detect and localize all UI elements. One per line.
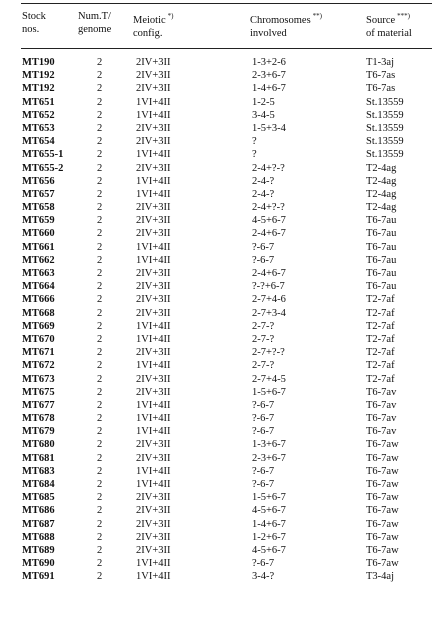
cell-stock-no: MT659 (22, 215, 55, 227)
cell-source: St.13559 (366, 122, 404, 134)
cell-source: T6-7aw (366, 531, 399, 543)
cell-stock-no: MT654 (22, 136, 55, 148)
table-row (0, 544, 439, 557)
cell-meiotic-config: 1VI+4II (136, 175, 171, 187)
cell-meiotic-config: 2IV+3II (136, 202, 171, 214)
cell-meiotic-config: 1VI+4II (136, 360, 171, 372)
table-row (0, 82, 439, 95)
cell-chromosomes: 2-3+6-7 (252, 70, 286, 82)
cell-stock-no: MT684 (22, 479, 55, 490)
table-row (0, 214, 439, 227)
cell-chromosomes: 1-2-5 (252, 96, 275, 108)
cell-num-t-genome: 2 (97, 505, 103, 517)
cell-num-t-genome: 2 (97, 70, 103, 82)
cell-stock-no: MT666 (22, 294, 55, 306)
cell-stock-no: MT660 (22, 228, 55, 240)
cell-num-t-genome: 2 (97, 465, 103, 477)
cell-chromosomes: ?-?+6-7 (252, 281, 285, 293)
cell-num-t-genome: 2 (97, 281, 103, 293)
cell-num-t-genome: 2 (97, 307, 103, 319)
cell-num-t-genome: 2 (97, 149, 103, 161)
table-row (0, 491, 439, 504)
cell-chromosomes: ? (252, 136, 257, 148)
cell-source: T6-7aw (366, 452, 399, 464)
cell-meiotic-config: 2IV+3II (136, 544, 171, 556)
table-row (0, 188, 439, 201)
cell-stock-no: MT685 (22, 492, 55, 504)
cell-chromosomes: ?-6-7 (252, 241, 275, 253)
cell-stock-no: MT669 (22, 320, 55, 332)
cell-meiotic-config: 2IV+3II (136, 531, 171, 543)
cell-chromosomes: 1-3+2-6 (252, 57, 286, 68)
cell-chromosomes: ?-6-7 (252, 479, 275, 490)
cell-chromosomes: 4-5+6-7 (252, 215, 286, 227)
cell-source: T3-4aj (366, 571, 394, 583)
table-row (0, 452, 439, 465)
cell-meiotic-config: 2IV+3II (136, 268, 171, 279)
cell-num-t-genome: 2 (97, 162, 103, 174)
footnote-mark: *) (167, 12, 174, 20)
cell-source: T6-7as (366, 70, 396, 82)
cell-chromosomes: 2-7+4-5 (252, 373, 286, 385)
cell-chromosomes: 1-5+6-7 (252, 492, 286, 504)
cell-num-t-genome: 2 (97, 333, 103, 345)
cell-meiotic-config: 2IV+3II (136, 518, 171, 530)
cell-chromosomes: 2-7+?-? (252, 347, 285, 359)
cell-meiotic-config: 2IV+3II (136, 294, 171, 306)
cell-stock-no: MT672 (22, 360, 55, 372)
cell-stock-no: MT661 (22, 241, 55, 253)
cell-chromosomes: 2-4+?-? (252, 162, 285, 174)
cell-chromosomes: ?-6-7 (252, 399, 275, 411)
cell-num-t-genome: 2 (97, 122, 103, 134)
cell-stock-no: MT656 (22, 175, 55, 187)
table-top-rule (21, 3, 432, 4)
cell-meiotic-config: 2IV+3II (136, 505, 171, 517)
cell-source: T6-7au (366, 281, 397, 293)
table-row (0, 465, 439, 478)
cell-num-t-genome: 2 (97, 360, 103, 372)
cell-num-t-genome: 2 (97, 228, 103, 240)
cell-source: T2-4ag (366, 188, 397, 200)
cell-stock-no: MT192 (22, 70, 55, 82)
cell-stock-no: MT673 (22, 373, 55, 385)
table-row (0, 346, 439, 359)
cell-chromosomes: 2-4+?-? (252, 202, 285, 214)
cell-num-t-genome: 2 (97, 254, 103, 266)
cell-meiotic-config: 2IV+3II (136, 347, 171, 359)
table-row (0, 425, 439, 438)
cell-source: T6-7au (366, 268, 397, 279)
cell-num-t-genome: 2 (97, 413, 103, 425)
table-row (0, 69, 439, 82)
cell-chromosomes: 2-7-? (252, 333, 275, 345)
cell-source: T6-7av (366, 426, 397, 438)
cell-chromosomes: 2-3+6-7 (252, 452, 286, 464)
cell-source: T6-7au (366, 254, 397, 266)
header-num-genome: Num.T/ genome (78, 11, 112, 35)
cell-stock-no: MT664 (22, 281, 55, 293)
cell-stock-no: MT657 (22, 188, 55, 200)
cell-meiotic-config: 2IV+3II (136, 373, 171, 385)
cell-chromosomes: 4-5+6-7 (252, 544, 286, 556)
cell-meiotic-config: 1VI+4II (136, 333, 171, 345)
cell-chromosomes: 1-4+6-7 (252, 83, 286, 95)
cell-stock-no: MT680 (22, 439, 55, 451)
cell-num-t-genome: 2 (97, 399, 103, 411)
header-source-of-material: Source ***) of material (366, 12, 412, 39)
cell-meiotic-config: 1VI+4II (136, 479, 171, 490)
cell-stock-no: MT675 (22, 386, 55, 398)
cell-chromosomes: 3-4-? (252, 571, 275, 583)
table-row (0, 254, 439, 267)
cell-source: T6-7as (366, 83, 396, 95)
cell-meiotic-config: 2IV+3II (136, 281, 171, 293)
cell-meiotic-config: 2IV+3II (136, 307, 171, 319)
cell-chromosomes: 2-4+6-7 (252, 268, 286, 279)
cell-stock-no: MT192 (22, 83, 55, 95)
cell-source: T2-7af (366, 347, 395, 359)
cell-stock-no: MT658 (22, 202, 55, 214)
cell-meiotic-config: 1VI+4II (136, 320, 171, 332)
footnote-mark: ***) (397, 12, 411, 20)
header-stock-nos: Stock nos. (22, 11, 46, 35)
table-row (0, 267, 439, 280)
cell-stock-no: MT687 (22, 518, 55, 530)
cell-meiotic-config: 2IV+3II (136, 57, 171, 68)
cell-source: T6-7aw (366, 439, 399, 451)
cell-num-t-genome: 2 (97, 492, 103, 504)
cell-source: T6-7aw (366, 505, 399, 517)
table-header-rule (21, 48, 432, 49)
cell-num-t-genome: 2 (97, 439, 103, 451)
table-row (0, 135, 439, 148)
cell-stock-no: MT686 (22, 505, 55, 517)
table-row (0, 399, 439, 412)
cell-chromosomes: 1-5+3-4 (252, 122, 286, 134)
cell-stock-no: MT691 (22, 571, 55, 583)
cell-num-t-genome: 2 (97, 57, 103, 68)
cell-source: T6-7aw (366, 518, 399, 530)
cell-num-t-genome: 2 (97, 531, 103, 543)
cell-chromosomes: 4-5+6-7 (252, 505, 286, 517)
cell-source: T6-7av (366, 413, 397, 425)
cell-meiotic-config: 1VI+4II (136, 571, 171, 583)
cell-source: St.13559 (366, 136, 404, 148)
cell-chromosomes: ?-6-7 (252, 465, 275, 477)
cell-chromosomes: 1-5+6-7 (252, 386, 286, 398)
table-row (0, 293, 439, 306)
header-chromosomes-involved: Chromosomes **) involved (250, 12, 323, 39)
cell-num-t-genome: 2 (97, 479, 103, 490)
table-row (0, 227, 439, 240)
cell-meiotic-config: 1VI+4II (136, 465, 171, 477)
cell-stock-no: MT652 (22, 109, 55, 121)
cell-source: T6-7av (366, 399, 397, 411)
cell-num-t-genome: 2 (97, 294, 103, 306)
cell-source: T6-7aw (366, 492, 399, 504)
cell-source: T6-7au (366, 241, 397, 253)
cell-source: T6-7au (366, 215, 397, 227)
cell-chromosomes: 2-7+3-4 (252, 307, 286, 319)
cell-num-t-genome: 2 (97, 175, 103, 187)
cell-meiotic-config: 1VI+4II (136, 254, 171, 266)
cell-meiotic-config: 2IV+3II (136, 122, 171, 134)
cell-meiotic-config: 1VI+4II (136, 149, 171, 161)
cell-chromosomes: 2-4-? (252, 188, 275, 200)
cell-source: T1-3aj (366, 57, 394, 68)
cell-stock-no: MT690 (22, 558, 55, 570)
cell-stock-no: MT670 (22, 333, 55, 345)
footnote-mark: **) (312, 12, 323, 20)
table-row (0, 557, 439, 570)
cell-chromosomes: 2-4-? (252, 175, 275, 187)
cell-meiotic-config: 2IV+3II (136, 136, 171, 148)
table-row (0, 359, 439, 372)
cell-stock-no: MT651 (22, 96, 55, 108)
table-row (0, 148, 439, 161)
cell-num-t-genome: 2 (97, 136, 103, 148)
table-row (0, 504, 439, 517)
cell-num-t-genome: 2 (97, 96, 103, 108)
cell-meiotic-config: 2IV+3II (136, 452, 171, 464)
cell-source: T6-7aw (366, 465, 399, 477)
cell-num-t-genome: 2 (97, 215, 103, 227)
cell-chromosomes: 1-2+6-7 (252, 531, 286, 543)
cell-meiotic-config: 1VI+4II (136, 399, 171, 411)
table-row (0, 412, 439, 425)
cell-meiotic-config: 1VI+4II (136, 241, 171, 253)
cell-stock-no: MT663 (22, 268, 55, 279)
cell-chromosomes: ?-6-7 (252, 426, 275, 438)
cell-stock-no: MT190 (22, 57, 55, 68)
table-row (0, 175, 439, 188)
cell-stock-no: MT655-1 (22, 149, 64, 161)
table-row (0, 386, 439, 399)
cell-source: T2-7af (366, 320, 395, 332)
cell-num-t-genome: 2 (97, 558, 103, 570)
cell-meiotic-config: 2IV+3II (136, 215, 171, 227)
cell-source: T6-7aw (366, 558, 399, 570)
cell-source: T2-7af (366, 360, 395, 372)
cell-meiotic-config: 1VI+4II (136, 188, 171, 200)
cell-num-t-genome: 2 (97, 83, 103, 95)
cell-meiotic-config: 2IV+3II (136, 386, 171, 398)
cell-stock-no: MT678 (22, 413, 55, 425)
cell-source: T2-4ag (366, 202, 397, 214)
table-row (0, 280, 439, 293)
cell-chromosomes: 1-4+6-7 (252, 518, 286, 530)
cell-source: T2-7af (366, 373, 395, 385)
cell-stock-no: MT655-2 (22, 162, 64, 174)
cell-stock-no: MT662 (22, 254, 55, 266)
table-body (0, 56, 439, 584)
table-row (0, 96, 439, 109)
cell-num-t-genome: 2 (97, 347, 103, 359)
cell-stock-no: MT677 (22, 399, 55, 411)
cell-chromosomes: 1-3+6-7 (252, 439, 286, 451)
cell-source: T6-7au (366, 228, 397, 240)
cell-chromosomes: 2-7-? (252, 360, 275, 372)
cell-num-t-genome: 2 (97, 373, 103, 385)
cell-meiotic-config: 2IV+3II (136, 70, 171, 82)
cell-meiotic-config: 2IV+3II (136, 439, 171, 451)
cell-num-t-genome: 2 (97, 320, 103, 332)
cell-source: St.13559 (366, 149, 404, 161)
cell-chromosomes: ?-6-7 (252, 254, 275, 266)
cell-meiotic-config: 1VI+4II (136, 413, 171, 425)
table-row (0, 162, 439, 175)
cell-chromosomes: 2-4+6-7 (252, 228, 286, 240)
cell-source: St.13559 (366, 109, 404, 121)
table-row (0, 201, 439, 214)
table-row (0, 333, 439, 346)
cell-num-t-genome: 2 (97, 241, 103, 253)
cell-chromosomes: 2-7+4-6 (252, 294, 286, 306)
cell-source: T6-7aw (366, 544, 399, 556)
cell-num-t-genome: 2 (97, 268, 103, 279)
table-row (0, 109, 439, 122)
table-row (0, 518, 439, 531)
table-row (0, 122, 439, 135)
cell-meiotic-config: 2IV+3II (136, 228, 171, 240)
cell-stock-no: MT689 (22, 544, 55, 556)
cell-source: St.13559 (366, 96, 404, 108)
table-row (0, 241, 439, 254)
table-row (0, 531, 439, 544)
cell-source: T2-4ag (366, 162, 397, 174)
cell-source: T2-7af (366, 307, 395, 319)
table-row (0, 56, 439, 69)
cell-num-t-genome: 2 (97, 202, 103, 214)
cell-chromosomes: ?-6-7 (252, 413, 275, 425)
cell-num-t-genome: 2 (97, 544, 103, 556)
cell-meiotic-config: 1VI+4II (136, 96, 171, 108)
cell-num-t-genome: 2 (97, 386, 103, 398)
cell-stock-no: MT683 (22, 465, 55, 477)
table-row (0, 373, 439, 386)
cell-source: T2-7af (366, 294, 395, 306)
table-row (0, 478, 439, 491)
table-row (0, 438, 439, 451)
cell-meiotic-config: 1VI+4II (136, 426, 171, 438)
cell-stock-no: MT653 (22, 122, 55, 134)
cell-meiotic-config: 2IV+3II (136, 162, 171, 174)
cell-chromosomes: ?-6-7 (252, 558, 275, 570)
table-row (0, 570, 439, 583)
cell-source: T6-7av (366, 386, 397, 398)
cell-source: T2-7af (366, 333, 395, 345)
header-meiotic-config: Meiotic *) config. (133, 12, 174, 39)
cell-num-t-genome: 2 (97, 109, 103, 121)
table-row (0, 320, 439, 333)
table-row (0, 307, 439, 320)
cell-source: T6-7aw (366, 479, 399, 490)
cell-chromosomes: 2-7-? (252, 320, 275, 332)
cell-meiotic-config: 2IV+3II (136, 83, 171, 95)
cell-stock-no: MT681 (22, 452, 55, 464)
cell-source: T2-4ag (366, 175, 397, 187)
cell-num-t-genome: 2 (97, 452, 103, 464)
cell-chromosomes: 3-4-5 (252, 109, 275, 121)
cell-stock-no: MT688 (22, 531, 55, 543)
cell-stock-no: MT671 (22, 347, 55, 359)
cell-stock-no: MT668 (22, 307, 55, 319)
cell-stock-no: MT679 (22, 426, 55, 438)
cell-chromosomes: ? (252, 149, 257, 161)
cell-num-t-genome: 2 (97, 426, 103, 438)
cell-meiotic-config: 2IV+3II (136, 492, 171, 504)
cell-meiotic-config: 1VI+4II (136, 558, 171, 570)
cell-num-t-genome: 2 (97, 518, 103, 530)
cell-meiotic-config: 1VI+4II (136, 109, 171, 121)
cell-num-t-genome: 2 (97, 571, 103, 583)
cell-num-t-genome: 2 (97, 188, 103, 200)
